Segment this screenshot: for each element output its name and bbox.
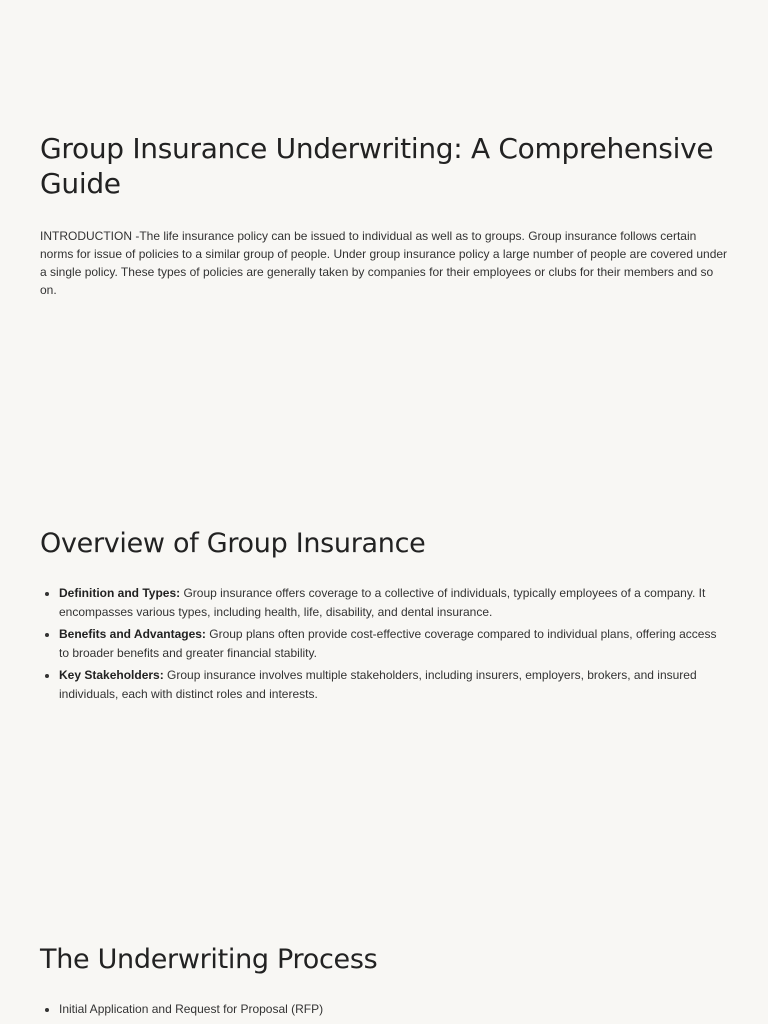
overview-list [40, 584, 728, 703]
overview-list-section [40, 584, 728, 707]
list-item-text: Initial Application and Request for Proposal (RFP) [59, 1002, 324, 1016]
process-heading-section [40, 943, 728, 977]
list-item [59, 625, 728, 662]
process-list [40, 1000, 728, 1019]
process-heading: The Underwriting Process [40, 944, 378, 975]
list-item [59, 1000, 728, 1019]
document-title: Group Insurance Underwriting: A Comprehensive Guide [40, 132, 714, 200]
title-section [40, 131, 728, 201]
list-item-term: Key Stakeholders: [59, 668, 164, 682]
overview-heading: Overview of Group Insurance [40, 528, 426, 559]
list-item-text: Group insurance involves multiple stakeholders, including insurers, employers, brokers, and insured individuals, each with distinct roles and interests. [59, 668, 697, 701]
list-item-term: Definition and Types: [59, 586, 181, 600]
overview-heading-section [40, 527, 728, 561]
list-item-text: Group insurance offers coverage to a collective of individuals, typically employees of a company. It encompasses various types, including health, life, disability, and dental insurance. [59, 586, 706, 619]
intro-paragraph: INTRODUCTION -The life insurance policy can be issued to individual as well as to groups. Group insurance follows certain norms for issue of policies to a similar group of people. Under group insurance policy a large number of people are covered under a single policy. These types of policies are generally taken by companies for their employees or clubs for their members and so on. [40, 229, 728, 297]
list-item [59, 584, 728, 621]
list-item-term: Benefits and Advantages: [59, 627, 206, 641]
list-item-text: Group plans often provide cost-effective coverage compared to individual plans, offering access to broader benefits and greater financial stability. [59, 627, 717, 660]
list-item [59, 666, 728, 703]
intro-section [40, 227, 728, 299]
process-list-section [40, 1000, 728, 1023]
